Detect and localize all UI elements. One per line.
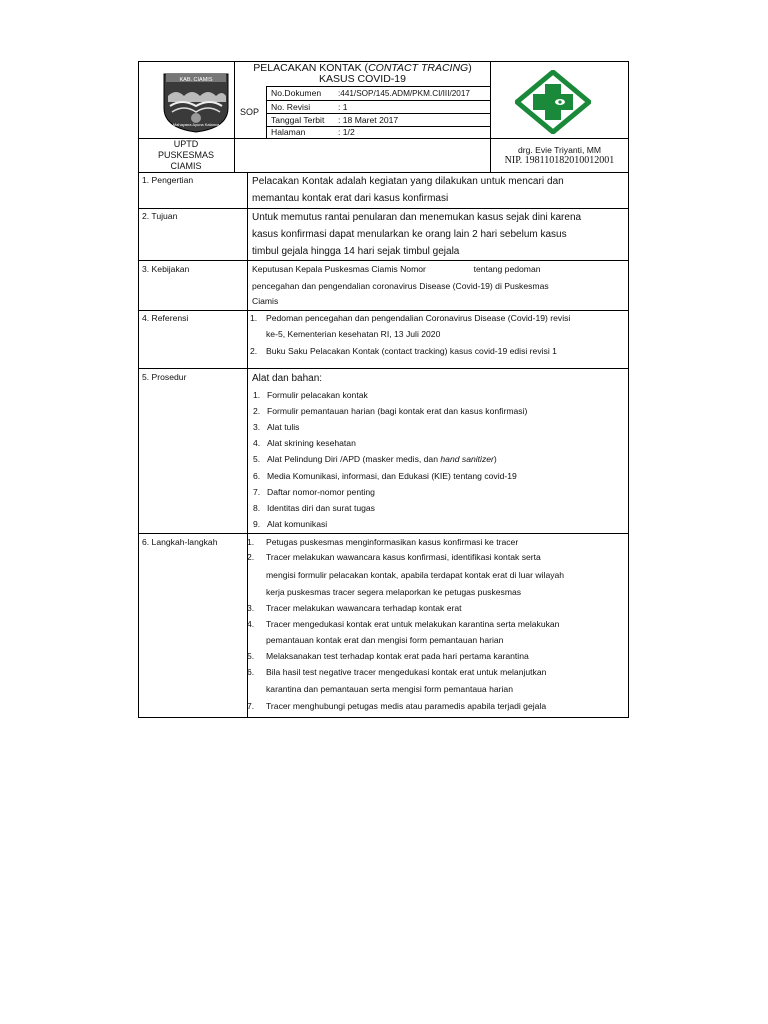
prosedur-item: 8. Identitas diri dan surat tugas (253, 503, 375, 513)
langkah-item-number: 5. (247, 651, 255, 661)
meta-label-no-dokumen: No.Dokumen (271, 88, 322, 98)
meta-label-no-revisi: No. Revisi (271, 102, 311, 112)
meta-value-tanggal-terbit: : 18 Maret 2017 (338, 115, 399, 125)
referensi-item-number: 1. (250, 313, 258, 323)
divider (138, 260, 629, 261)
document-title: PELACAKAN KONTAK (CONTACT TRACING) (253, 62, 472, 74)
langkah-item-line: Tracer menghubungi petugas medis atau paramedis apabila terjadi gejala (266, 701, 547, 711)
prosedur-item: 9. Alat komunikasi (253, 519, 328, 529)
langkah-item-number: 1. (247, 537, 255, 547)
prosedur-item: 1. Formulir pelacakan kontak (253, 390, 368, 400)
referensi-item-line: Pedoman pencegahan dan pengendalian Coronavirus Disease (Covid-19) revisi (266, 313, 571, 323)
meta-value-no-revisi: : 1 (338, 102, 348, 112)
referensi-item-number: 2. (250, 346, 258, 356)
divider (266, 86, 267, 138)
meta-value-halaman: : 1/2 (338, 127, 355, 137)
langkah-item-number: 3. (247, 603, 255, 613)
referensi-item-line: ke-5, Kementerian kesehatan RI, 13 Juli 2020 (266, 329, 441, 339)
ciamis-crest-logo (160, 66, 232, 134)
langkah-item-number: 7. (247, 701, 255, 711)
langkah-item-line: Tracer melakukan wawancara kasus konfirmasi, identifikasi kontak serta (266, 552, 541, 562)
signer-name: drg. Evie Triyanti, MM (517, 145, 602, 155)
svg-text:KAB. CIAMIS: KAB. CIAMIS (179, 77, 213, 83)
langkah-item-line: Tracer melakukan wawancara terhadap kontak erat (266, 603, 462, 613)
langkah-item-line: Petugas puskesmas menginformasikan kasus konfirmasi ke tracer (266, 537, 519, 547)
meta-label-halaman: Halaman (271, 127, 306, 137)
section-label-langkah: 6. Langkah-langkah (142, 537, 218, 547)
svg-text:Mahayana Ayuna Kalanca: Mahayana Ayuna Kalanca (172, 122, 220, 127)
org-name-line1: UPTD (173, 139, 199, 149)
langkah-item-line: pemantauan kontak erat dan mengisi form pemantauan harian (266, 635, 504, 645)
puskesmas-logo (515, 70, 591, 134)
pengertian-text-line: memantau kontak erat dari kasus konfirmasi (252, 193, 449, 204)
section-label-kebijakan: 3. Kebijakan (142, 264, 190, 274)
kebijakan-text-line: pencegahan dan pengendalian coronavirus Disease (Covid-19) di Puskesmas (252, 281, 549, 291)
divider (266, 113, 490, 114)
divider (266, 86, 490, 87)
divider (138, 208, 629, 209)
prosedur-heading: Alat dan bahan: (252, 373, 323, 384)
divider (138, 368, 629, 369)
prosedur-item: 5. Alat Pelindung Diri /APD (masker medis, dan hand sanitizer) (253, 454, 497, 464)
signer-nip: NIP. 198110182010012001 (504, 155, 615, 166)
table-border-bottom (138, 717, 629, 718)
meta-value-no-dokumen: :441/SOP/145.ADM/PKM.CI/III/2017 (338, 89, 470, 98)
org-name-line3: CIAMIS (170, 161, 202, 171)
divider (266, 100, 490, 101)
kebijakan-text-line: Keputusan Kepala Puskesmas Ciamis Nomor tentang pedoman (252, 264, 541, 274)
divider (247, 172, 248, 718)
kebijakan-text-line: Ciamis (252, 296, 279, 306)
section-label-prosedur: 5. Prosedur (142, 372, 187, 382)
langkah-item-line: Melaksanakan test terhadap kontak erat pada hari pertama karantina (266, 651, 529, 661)
referensi-item-line: Buku Saku Pelacakan Kontak (contact tracking) kasus covid-19 edisi revisi 1 (266, 346, 557, 356)
prosedur-item: 2. Formulir pemantauan harian (bagi kontak erat dan kasus konfirmasi) (253, 406, 528, 416)
section-label-tujuan: 2. Tujuan (142, 211, 178, 221)
langkah-item-line: kerja puskesmas tracer segera melaporkan ke petugas puskesmas (266, 587, 522, 597)
prosedur-item: 3. Alat tulis (253, 422, 300, 432)
meta-label-tanggal-terbit: Tanggal Terbit (271, 115, 325, 125)
langkah-item-line: mengisi formulir pelacakan kontak, apabila terdapat kontak erat di luar wilayah (266, 570, 565, 580)
langkah-item-number: 4. (247, 619, 255, 629)
document-subtitle: KASUS COVID-19 (319, 73, 406, 85)
tujuan-text-line: Untuk memutus rantai penularan dan menemukan kasus sejak dini karena (252, 212, 582, 223)
langkah-item-line: Bila hasil test negative tracer mengedukasi kontak erat untuk melanjutkan (266, 667, 547, 677)
divider (138, 172, 629, 173)
tujuan-text-line: kasus konfirmasi dapat menularkan ke orang lain 2 hari sebelum kasus (252, 229, 567, 240)
prosedur-item: 6. Media Komunikasi, informasi, dan Edukasi (KIE) tentang covid-19 (253, 471, 517, 481)
prosedur-item: 4. Alat skrining kesehatan (253, 438, 356, 448)
langkah-item-line: karantina dan pemantauan serta mengisi form pemantaua harian (266, 684, 513, 694)
pengertian-text-line: Pelacakan Kontak adalah kegiatan yang dilakukan untuk mencari dan (252, 176, 564, 187)
langkah-item-line: Tracer mengedukasi kontak erat untuk melakukan karantina serta melakukan (266, 619, 560, 629)
tujuan-text-line: timbul gejala hingga 14 hari sejak timbul gejala (252, 246, 460, 257)
sop-label: SOP (240, 107, 260, 117)
section-label-referensi: 4. Referensi (142, 313, 189, 323)
org-name-line2: PUSKESMAS (157, 150, 215, 160)
prosedur-item: 7. Daftar nomor-nomor penting (253, 487, 375, 497)
section-label-pengertian: 1. Pengertian (142, 175, 194, 185)
langkah-item-number: 6. (247, 667, 255, 677)
table-border-right (628, 61, 629, 718)
divider (138, 533, 629, 534)
divider (138, 310, 629, 311)
langkah-item-number: 2. (247, 552, 255, 562)
